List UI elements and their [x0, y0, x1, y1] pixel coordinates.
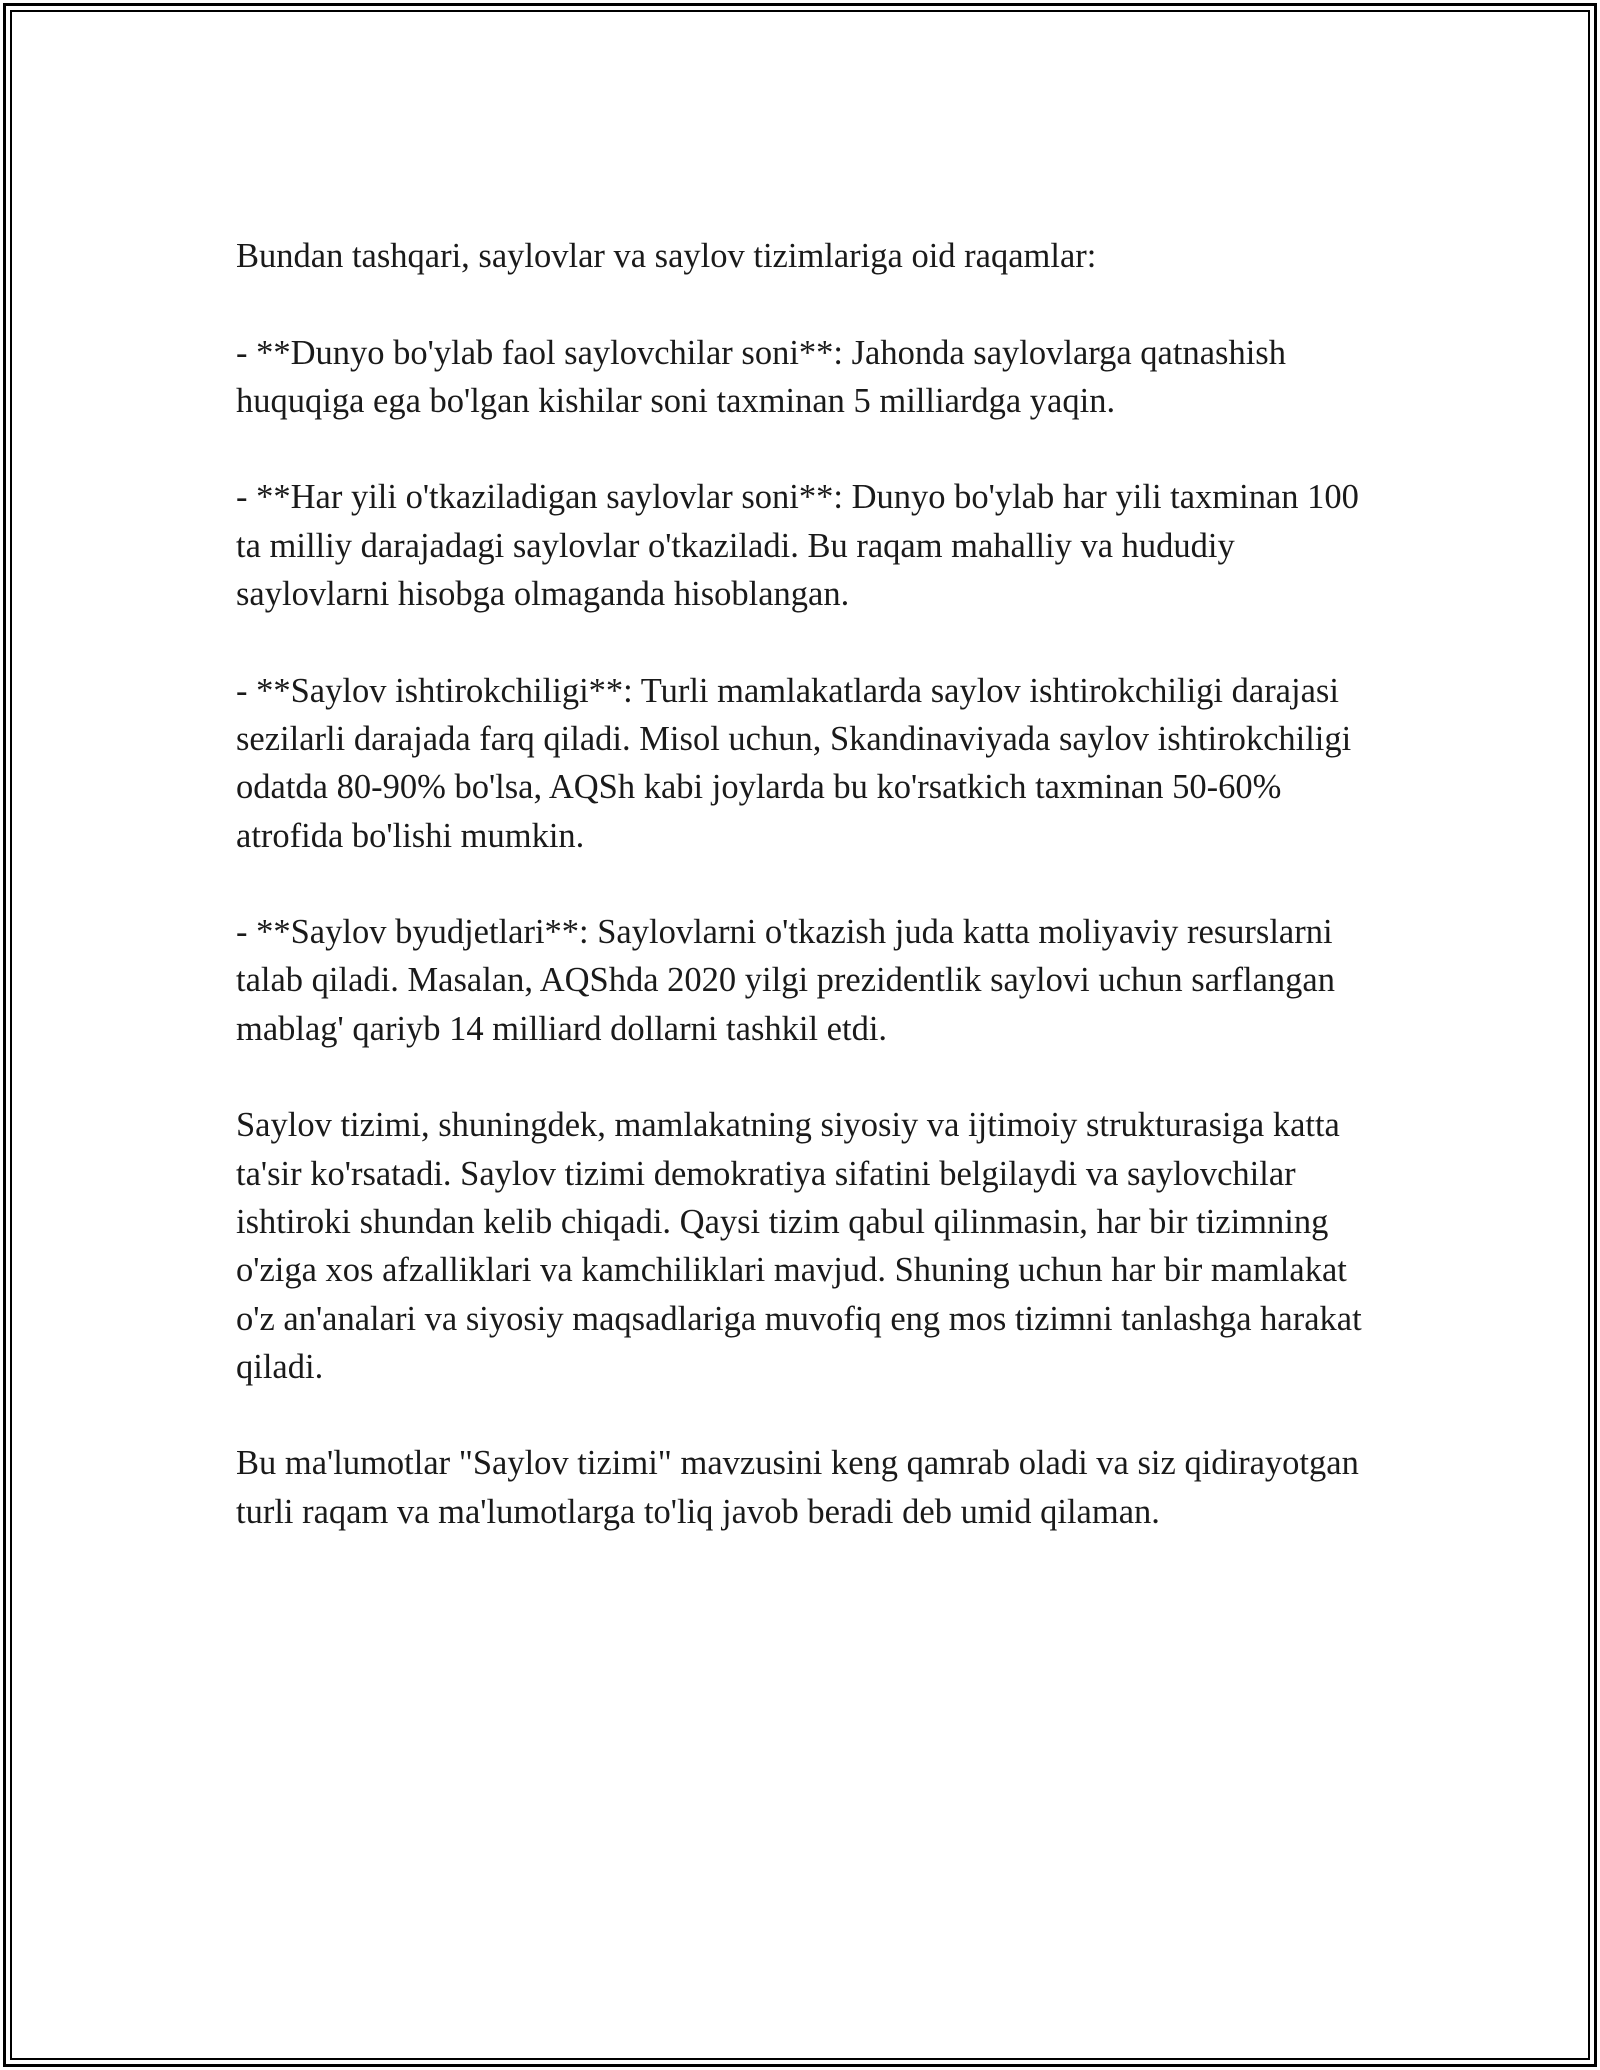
body-paragraph: Saylov tizimi, shuningdek, mamlakatning siyosiy va ijtimoiy strukturasiga katta ta'sir ko'rsatadi. Saylov tizimi demokratiya sifatini belgilaydi va saylovchilar ishtiroki shundan kelib chiqadi. Qaysi tizim qabul qilinmasin, har bir tizimning o'ziga xos afzalliklari va kamchiliklari mavjud. Shuning uchun har bir mamlakat o'z an'analari va siyosiy maqsadlariga muvofiq eng mos tizimni tanlashga harakat qiladi. — [236, 1106, 1362, 1386]
document-body — [236, 232, 1386, 1536]
closing-paragraph: Bu ma'lumotlar "Saylov tizimi" mavzusini keng qamrab oladi va siz qidirayotgan turli raqam va ma'lumotlarga to'liq javob beradi deb umid qilaman. — [236, 1444, 1359, 1531]
intro-paragraph: Bundan tashqari, saylovlar va saylov tizimlariga oid raqamlar: — [236, 237, 1097, 275]
bullet-budgets: - **Saylov byudjetlari**: Saylovlarni o'tkazish juda katta moliyaviy resurslarni talab qiladi. Masalan, AQShda 2020 yilgi prezidentlik saylovi uchun sarflangan mablag' qariyb 14 milliard dollarni tashkil etdi. — [236, 913, 1335, 1048]
bullet-annual-elections: - **Har yili o'tkaziladigan saylovlar soni**: Dunyo bo'ylab har yili taxminan 100 ta milliy darajadagi saylovlar o'tkaziladi. Bu raqam mahalliy va hududiy saylovlarni hisobga olmaganda hisoblangan. — [236, 478, 1359, 614]
bullet-active-voters: - **Dunyo bo'ylab faol saylovchilar soni**: Jahonda saylovlarga qatnashish huquqiga ega bo'lgan kishilar soni taxminan 5 milliardga yaqin. — [236, 333, 1286, 420]
bullet-turnout: - **Saylov ishtirokchiligi**: Turli mamlakatlarda saylov ishtirokchiligi darajasi sezilarli darajada farq qiladi. Misol uchun, Skandinaviyada saylov ishtirokchiligi odatda 80-90% bo'lsa, AQSh kabi joylarda bu ko'rsatkich taxminan 50-60% atrofida bo'lishi mumkin. — [236, 671, 1352, 855]
